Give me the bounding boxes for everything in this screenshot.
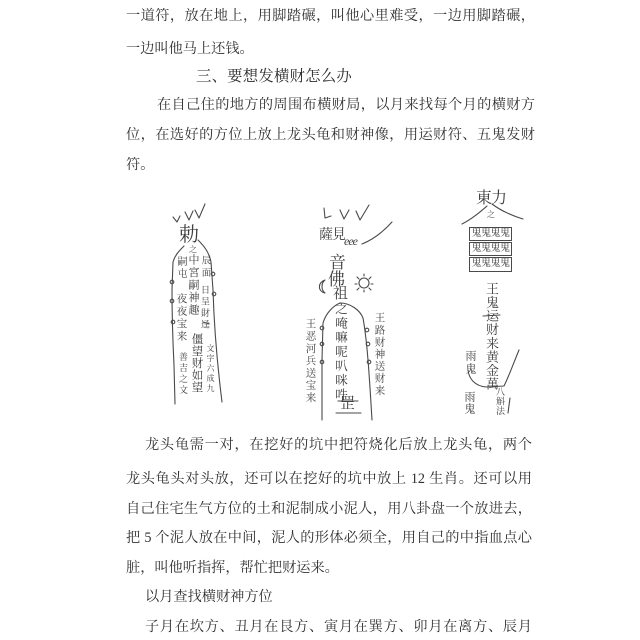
talisman-2-head: 薩見	[319, 228, 345, 243]
talisman-2-mantra-column: 之唵嘛呢叭咪吽	[333, 302, 348, 403]
paragraph-line: 位，在选好的方位上放上龙头龟和财神像，用运财符、五鬼发财	[126, 127, 535, 143]
talisman-3-head: 東力	[476, 190, 507, 207]
talisman-3-left-lower: 雨鬼	[463, 391, 475, 415]
paragraph-line: 自己住宅生气方位的土和泥制成小泥人，用八卦盘一个放进去，	[126, 501, 532, 517]
ghost-box-row: 鬼鬼鬼鬼	[469, 227, 512, 241]
talisman-2-base-glyph: 罡	[340, 396, 356, 412]
talisman-2-head-tail: eee	[344, 234, 357, 248]
paragraph-line: 脏，叫他听指挥，帮忙把财运来。	[126, 560, 339, 576]
paragraph-line: 符。	[126, 157, 155, 173]
talisman-1-left-lower: 夜夜宝来	[175, 293, 187, 343]
paragraph-line: 在自己住的地方的周围布横财局，以月来找每个月的横财方	[157, 97, 535, 113]
check-marks-icon	[173, 204, 205, 222]
paragraph-line: 把 5 个泥人放在中间，泥人的形体必须全，用自己的中指血点心	[126, 530, 532, 546]
sun-rays	[355, 274, 373, 292]
talisman-1-bottom-left: 善吉之文	[178, 352, 188, 396]
ghost-box-row: 鬼鬼鬼鬼	[469, 242, 512, 256]
outline-knot-icon	[367, 360, 371, 364]
talisman-3-center-column: 王鬼运财来黄金萬	[484, 282, 499, 391]
subheading: 以月查找横财神方位	[145, 589, 273, 605]
talisman-2-right-column: 王路财神送财来	[373, 312, 385, 397]
talisman-2-left-column: 王恶河兵送宝来	[304, 318, 316, 405]
paragraph-line: 龙头龟头对头放，还可以在挖好的坑中放上 12 生肖。还可以用	[126, 471, 532, 487]
moon-icon	[319, 280, 325, 293]
outline-knot-icon	[212, 292, 216, 296]
outline-knot-icon	[366, 342, 370, 346]
check-marks-icon	[324, 205, 369, 220]
talisman-2-line-4: 祖	[333, 286, 349, 302]
paragraph-line: 子月在坎方、丑月在艮方、寅月在巽方、卯月在离方、辰月	[145, 619, 532, 635]
talisman-1-center-lower: 僵望财如望	[190, 333, 203, 393]
section-heading: 三、要想发横财怎么办	[196, 68, 352, 85]
bracket-stroke	[508, 398, 510, 413]
talisman-3-right-lower: 八斛法	[495, 387, 505, 416]
talisman-1-head: 勅	[179, 224, 199, 246]
outline-knot-icon	[320, 326, 324, 330]
talisman-3-head-sub: 之	[487, 210, 495, 219]
talisman-1-right-lower: 文字六成九	[206, 344, 215, 394]
talisman-1-right-middle: 日呈財迳	[200, 285, 210, 331]
body-text-line: 一边叫他马上还钱。	[126, 41, 254, 57]
talisman-1-center-upper: 中宮嗣神趣	[187, 254, 199, 317]
sun-icon	[359, 278, 369, 288]
talisman-1-left-upper: 嗣屯	[175, 256, 186, 280]
ghost-box-row: 鬼鬼鬼鬼	[469, 257, 512, 272]
talisman-1-right-upper: 辰面	[199, 255, 210, 280]
talisman-1-head-sub: 之	[189, 245, 197, 254]
outline-knot-icon	[365, 328, 369, 332]
outline-knot-icon	[211, 272, 215, 276]
paragraph-line: 龙头龟需一对，在挖好的坑中把符烧化后放上龙头龟，两个	[145, 437, 532, 453]
talisman-2-line-3: 佛	[328, 270, 345, 289]
flourish-stroke	[362, 222, 392, 244]
talisman-3-left-upper: 雨鬼	[464, 350, 476, 376]
talisman-2-line-2: 音	[329, 253, 346, 272]
body-text-line: 一道符，放在地上，用脚踏碾，叫他心里难受，一边用脚踏碾，	[126, 8, 535, 24]
